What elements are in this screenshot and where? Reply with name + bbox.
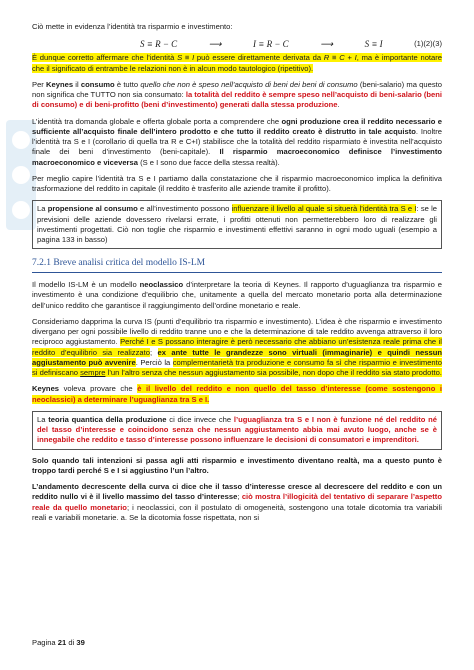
intentions-paragraph: Solo quando tali intenzioni si passa agli atti risparmio e investimento diventano realtà, ma a questo punto è troppo tardi perché S e I si aggiustino l’un l’altro. (32, 455, 442, 475)
page-total: 39 (76, 638, 85, 647)
text-run: il (73, 79, 81, 89)
bold-term: vi è il livello massimo del tasso d’interesse (80, 492, 238, 502)
identity-equation (32, 38, 442, 50)
text-run: Per (32, 79, 47, 89)
text-run: può essere direttamente derivata da (194, 53, 324, 63)
text-run: La (37, 204, 48, 214)
bold-term: Il risparmio macroeconomico definisce l’investimento macroeconomico e viceversa (32, 147, 442, 167)
bold-term: Keynes (46, 79, 74, 89)
capital-transformation-paragraph: Per meglio capire l’identità tra S e I partiamo dalla constatazione che il risparmio macroeconomico implica la definitiva trasformazione del reddito in capitale (il reddito è trasferito alle aziende tramite il profitto). (32, 173, 442, 194)
is-curve-paragraph (32, 317, 442, 379)
bold-term: L’andamento decrescente della curva ci dice che il tasso d’interesse cresce al decrescere del reddito e con un reddito nullo (32, 482, 442, 502)
equation-number: (1)(2)(3) (414, 39, 442, 49)
red-highlight: è il livello del reddito e non quello del tasso d’interesse (come sostengono i neoclassici) a determinare l’uguaglianza tra S e I. (32, 384, 442, 404)
page-number: 21 (57, 638, 67, 647)
text-run: Il modello IS-LM è un modello (32, 280, 140, 290)
highlight: Perché I e S possano interagire è però necessario che abbiano un’esistenza reale prima che il reddito d’equilibrio sia realizzato (32, 337, 442, 357)
bold-term: consumo (80, 79, 115, 89)
bold-term: neoclassico (139, 280, 184, 290)
quantum-theory-box (32, 411, 442, 450)
footer-separator: di (66, 638, 77, 647)
derivation-paragraph (32, 53, 442, 74)
text-run: La (37, 414, 49, 424)
text-run: (beni-salario) ma questo non significa che TUTTO non sia consumato: (32, 79, 442, 100)
math-inline: S ≡ I (177, 53, 195, 63)
equation-arrow: ⟶ (320, 39, 334, 50)
text-run: l’un l’altro senza che nessun aggiustamento sia possibile, non dopo che il reddito sia stato prodotto. (105, 368, 442, 378)
propensity-box (32, 200, 442, 249)
curve-trend-paragraph (32, 482, 442, 523)
identity-demand-paragraph (32, 117, 442, 168)
text-run: Consideriamo dapprima la curva IS (punti d’equilibrio tra risparmio e investimento). L’idea è che risparmio e investimento divergano per ogni possibile livello di reddito tranne uno e che la determinazione di tale reddito avvenga attraverso il loro reciproco aggiustamento. (32, 316, 442, 347)
text-run: e all’investimento possono (137, 204, 232, 214)
text-run: : se le previsioni delle aziende dovessero rivelarsi errate, i profitti ottenuti non permetterebbero loro di realizzare gli investimenti progettati. Ciò non toglie che risparmio e investimenti effettivi saranno in ogni modo uguali (esempio a pagina 133 in basso) (37, 204, 437, 245)
islm-model-paragraph (32, 280, 442, 311)
highlight-bold: ex ante tutte le grandezze sono virtuali (immaginarie) e quindi nessun aggiustamento può avvenire (32, 347, 442, 367)
text-run: L’identità tra domanda globale e offerta globale porta a comprendere che (32, 116, 282, 126)
text-run: ; (149, 347, 158, 357)
bold-term: ogni produzione crea il reddito necessario e sufficiente all’acquisto finale dell’intero prodotto e che tutto il reddito creato è distrutto in tale acquisto (32, 116, 442, 136)
highlight: influenzare il livello al quale si situerà l’identità tra S e I (231, 204, 417, 214)
text-run: (S e I sono due facce della stessa realtà). (137, 157, 280, 167)
section-heading: 7.2.1 Breve analisi critica del modello IS-LM (32, 257, 442, 273)
equation-arrow: ⟶ (208, 39, 222, 50)
text-run: è tutto (114, 79, 141, 89)
text-run: d’interpretare la teoria di Keynes. Il rapporto d’uguaglianza tra risparmio e investimento è una condizione d’equilibrio che, unitamente a quella del mercato monetario porta alla determinazione dell’unico reddito che garantisce il raggiungimento dell’ordine monetario e reale. (32, 280, 442, 310)
underlined-word: sempre (80, 368, 106, 378)
math-inline: R ≡ C + I (323, 53, 357, 63)
page-footer (32, 638, 85, 647)
equation-identity: S ≡ I (364, 39, 383, 50)
text-run: ci dice invece che (166, 414, 234, 424)
red-emphasis: ciò mostra l’illogicità del tentativo di separare l’aspetto reale da quello monetario (32, 492, 442, 512)
equation-savings: S ≡ R − C (140, 39, 178, 50)
red-emphasis: l’uguaglianza tra S e I non è funzione né del reddito né del tasso d’interesse e coincidono senza che nessun aggiustamento abbia mai avuto luogo, anche se è innegabile che reddito e tasso d’interesse possono influenzare le decisioni di consumatori e imprenditori. (37, 414, 437, 445)
bold-term: propensione al consumo (47, 204, 138, 214)
page-content (32, 22, 442, 529)
text-run: . Inoltre l’identità tra S e I (corollario di quella tra R e C+I) stabilisce che la totalità del reddito risparmiato è investita nell’acquisto finale dei beni d’investimento (beni-capitale). (32, 126, 442, 157)
text-run: complementarietà tra produzione e consumo fa sì che risparmio e investimento si definiscano (32, 357, 442, 378)
italic-text: quello che non è speso nell’acquisto di beni dei beni di consumo (140, 79, 358, 89)
equation-investment: I ≡ R − C (253, 39, 289, 50)
bold-term: teoria quantica della produzione (48, 414, 167, 424)
text-run: . Perciò la (135, 357, 173, 367)
bold-term: Keynes (32, 384, 60, 394)
text-run: , ma è importante notare che il significato di entrambe le relazioni non è in alcun modo tautologico (ripetitivo). (32, 53, 443, 73)
text-run: ; i neoclassici, con il postulato di omogeneità, sostengono una totale dicotomia tra variabili reali e variabili monetarie. a. Se la dicotomia fosse rispettata, non si (32, 502, 442, 522)
text-run: ; (237, 492, 242, 502)
red-emphasis: la totalità del reddito è sempre speso nell’acquisto di beni-salario (beni di consumo) e di beni-profitto (beni d’investimento) generati dalla stessa produzione (32, 90, 443, 110)
highlight (32, 53, 442, 72)
footer-label: Pagina (32, 638, 58, 647)
text-run: . (337, 100, 340, 110)
keynes-aim-paragraph (32, 384, 442, 405)
text-run: È dunque corretto affermare che l’identità (32, 53, 178, 63)
keynes-consumption-paragraph (32, 80, 442, 111)
intro-paragraph: Ciò mette in evidenza l’identità tra risparmio e investimento: (32, 22, 233, 31)
text-run: voleva provare che (59, 384, 138, 394)
